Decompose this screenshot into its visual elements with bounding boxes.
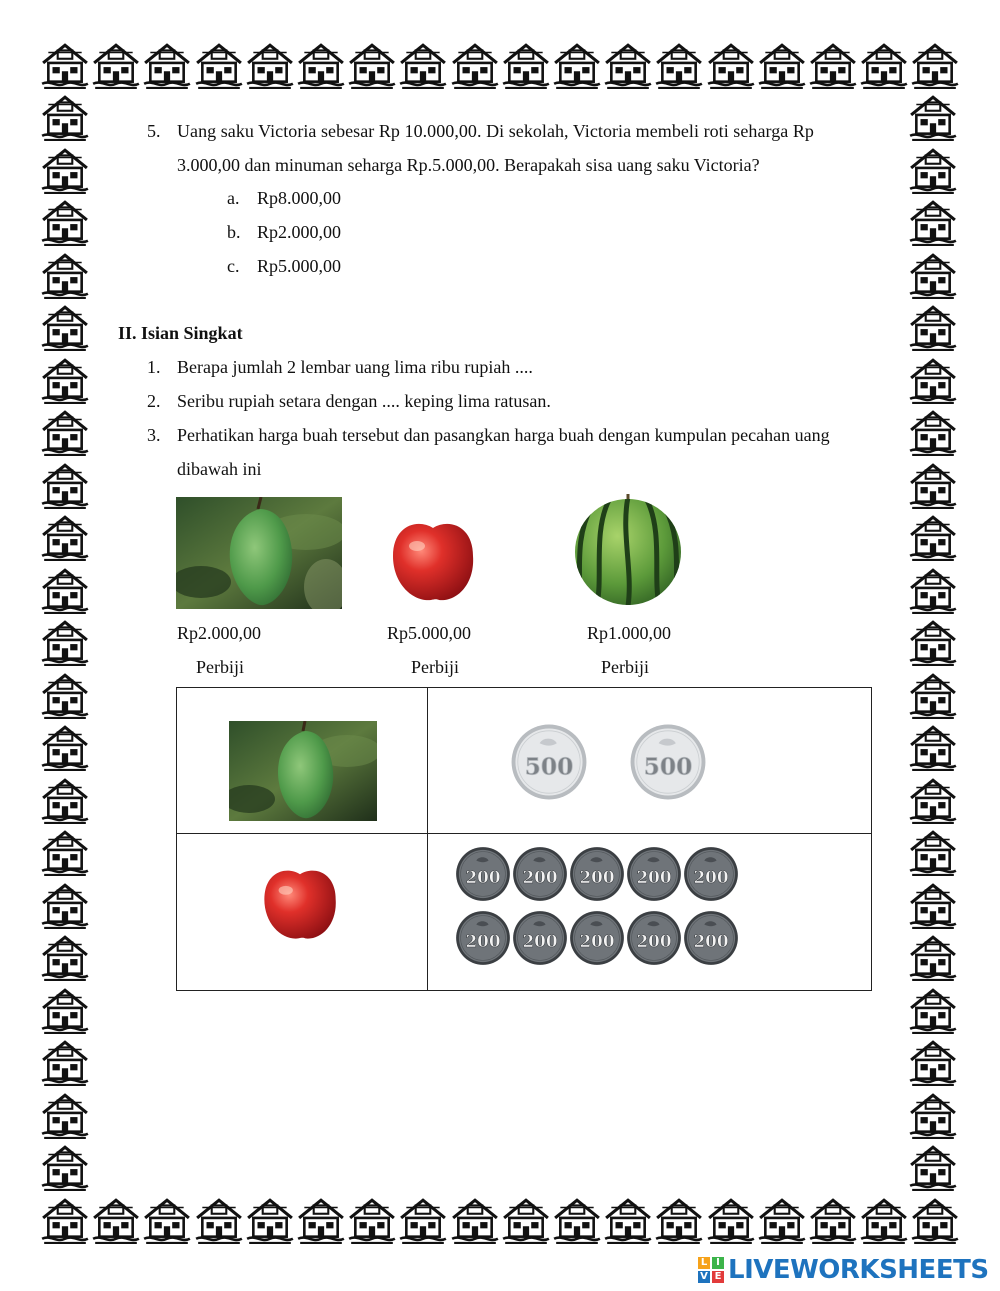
house-icon xyxy=(706,40,756,90)
svg-text:200: 200 xyxy=(465,930,501,951)
house-icon xyxy=(501,40,551,90)
house-icon xyxy=(908,1142,958,1192)
house-icon xyxy=(40,92,90,142)
house-icon xyxy=(40,1142,90,1192)
table-divider-horizontal xyxy=(177,833,871,834)
house-icon xyxy=(40,985,90,1035)
house-icon xyxy=(142,1195,192,1245)
house-icon xyxy=(908,302,958,352)
house-icon xyxy=(296,40,346,90)
house-icon xyxy=(808,40,858,90)
apple-drop-image[interactable] xyxy=(259,855,341,947)
house-icon xyxy=(908,197,958,247)
coin-200 xyxy=(455,910,511,966)
svg-text:200: 200 xyxy=(579,866,615,887)
house-icon xyxy=(552,40,602,90)
house-icon xyxy=(552,1195,602,1245)
coin-500 xyxy=(510,723,588,801)
liveworksheets-mark-icon xyxy=(698,1257,724,1283)
house-icon xyxy=(908,512,958,562)
svg-text:200: 200 xyxy=(522,866,558,887)
q5-text-line2: 3.000,00 dan minuman seharga Rp.5.000,00. Berapakah sisa uang saku Victoria? xyxy=(177,155,760,175)
house-icon xyxy=(908,617,958,667)
q5-option-c-text: Rp5.000,00 xyxy=(257,256,342,276)
house-icon xyxy=(908,145,958,195)
house-icon xyxy=(40,827,90,877)
house-icon xyxy=(245,40,295,90)
image-caption-gap xyxy=(229,821,373,833)
svg-text:200: 200 xyxy=(465,866,501,887)
house-icon xyxy=(91,40,141,90)
house-icon xyxy=(40,40,90,90)
mango-image xyxy=(176,497,342,609)
house-icon xyxy=(757,1195,807,1245)
svg-text:500: 500 xyxy=(643,752,693,781)
house-icon xyxy=(908,92,958,142)
house-icon xyxy=(859,1195,909,1245)
q5-option-a-letter: a. xyxy=(227,188,240,208)
apple-price: Rp5.000,00 xyxy=(387,623,472,643)
liveworksheets-logo xyxy=(698,1255,989,1285)
house-icon xyxy=(40,565,90,615)
coin-200 xyxy=(569,846,625,902)
q5-option-c-letter: c. xyxy=(227,256,240,276)
decorative-border-top xyxy=(40,40,960,92)
house-icon xyxy=(347,40,397,90)
coin-500 xyxy=(629,723,707,801)
house-icon xyxy=(40,880,90,930)
house-icon xyxy=(603,40,653,90)
house-icon xyxy=(40,932,90,982)
coin-200 xyxy=(512,846,568,902)
house-icon xyxy=(40,145,90,195)
house-icon xyxy=(40,1195,90,1245)
house-icon xyxy=(908,250,958,300)
house-icon xyxy=(40,722,90,772)
house-icon xyxy=(40,197,90,247)
house-icon xyxy=(910,1195,960,1245)
svg-text:200: 200 xyxy=(522,930,558,951)
watermelon-image xyxy=(571,492,685,606)
house-icon xyxy=(908,1037,958,1087)
matching-table xyxy=(176,687,872,991)
house-icon xyxy=(908,932,958,982)
watermelon-price: Rp1.000,00 xyxy=(587,623,672,643)
house-icon xyxy=(654,1195,704,1245)
coin-200 xyxy=(512,910,568,966)
item3-text-continued: dibawah ini xyxy=(177,459,262,479)
coin-200 xyxy=(569,910,625,966)
house-icon xyxy=(908,460,958,510)
house-icon xyxy=(706,1195,756,1245)
table-divider-vertical xyxy=(427,688,428,990)
house-icon xyxy=(808,1195,858,1245)
svg-text:500: 500 xyxy=(524,752,574,781)
mark-letter: E xyxy=(712,1271,724,1283)
liveworksheets-brand: LIVEWORKSHEETS xyxy=(728,1255,989,1285)
house-icon xyxy=(501,1195,551,1245)
house-icon xyxy=(908,775,958,825)
svg-text:200: 200 xyxy=(693,866,729,887)
house-icon xyxy=(908,355,958,405)
house-icon xyxy=(245,1195,295,1245)
q5-option-b-letter: b. xyxy=(227,222,241,242)
house-icon xyxy=(908,670,958,720)
mango-drop-image[interactable] xyxy=(229,721,377,821)
coin-200 xyxy=(626,910,682,966)
house-icon xyxy=(450,1195,500,1245)
mango-unit: Perbiji xyxy=(196,657,244,677)
house-icon xyxy=(40,460,90,510)
house-icon xyxy=(40,302,90,352)
mango-price: Rp2.000,00 xyxy=(177,623,262,643)
house-icon xyxy=(908,407,958,457)
apple-image xyxy=(387,512,479,604)
coin-200 xyxy=(683,846,739,902)
coin-200 xyxy=(683,910,739,966)
house-icon xyxy=(603,1195,653,1245)
house-icon xyxy=(908,880,958,930)
item1-text: Berapa jumlah 2 lembar uang lima ribu rupiah .... xyxy=(177,357,533,377)
house-icon xyxy=(859,40,909,90)
item2-text: Seribu rupiah setara dengan .... keping lima ratusan. xyxy=(177,391,551,411)
mark-letter: V xyxy=(698,1271,710,1283)
house-icon xyxy=(40,250,90,300)
apple-unit: Perbiji xyxy=(411,657,459,677)
house-icon xyxy=(908,1090,958,1140)
decorative-border-bottom xyxy=(40,1195,960,1247)
item1-number: 1. xyxy=(147,357,161,377)
house-icon xyxy=(40,355,90,405)
house-icon xyxy=(908,985,958,1035)
q5-option-a-text: Rp8.000,00 xyxy=(257,188,342,208)
house-icon xyxy=(40,670,90,720)
mark-letter: I xyxy=(712,1257,724,1269)
house-icon xyxy=(398,40,448,90)
svg-text:200: 200 xyxy=(579,930,615,951)
house-icon xyxy=(654,40,704,90)
house-icon xyxy=(142,40,192,90)
svg-text:200: 200 xyxy=(636,930,672,951)
house-icon xyxy=(757,40,807,90)
house-icon xyxy=(450,40,500,90)
house-icon xyxy=(40,775,90,825)
house-icon xyxy=(347,1195,397,1245)
coin-200 xyxy=(626,846,682,902)
watermelon-unit: Perbiji xyxy=(601,657,649,677)
house-icon xyxy=(40,617,90,667)
house-icon xyxy=(908,722,958,772)
house-icon xyxy=(296,1195,346,1245)
q5-text-line1: Uang saku Victoria sebesar Rp 10.000,00. Di sekolah, Victoria membeli roti seharga Rp xyxy=(177,121,814,141)
coin-200 xyxy=(455,846,511,902)
svg-text:200: 200 xyxy=(636,866,672,887)
house-icon xyxy=(40,1037,90,1087)
house-icon xyxy=(40,512,90,562)
house-icon xyxy=(910,40,960,90)
decorative-border-right xyxy=(908,92,960,1195)
house-icon xyxy=(908,565,958,615)
house-icon xyxy=(91,1195,141,1245)
section-heading: II. Isian Singkat xyxy=(118,323,243,343)
q5-option-b-text: Rp2.000,00 xyxy=(257,222,342,242)
house-icon xyxy=(194,40,244,90)
house-icon xyxy=(908,827,958,877)
house-icon xyxy=(40,407,90,457)
house-icon xyxy=(40,1090,90,1140)
svg-text:200: 200 xyxy=(693,930,729,951)
q5-number: 5. xyxy=(147,121,161,141)
mark-letter: L xyxy=(698,1257,710,1269)
item2-number: 2. xyxy=(147,391,161,411)
house-icon xyxy=(194,1195,244,1245)
house-icon xyxy=(398,1195,448,1245)
decorative-border-left xyxy=(40,92,92,1195)
item3-number: 3. xyxy=(147,425,161,445)
item3-text: Perhatikan harga buah tersebut dan pasangkan harga buah dengan kumpulan pecahan uang xyxy=(177,425,830,445)
